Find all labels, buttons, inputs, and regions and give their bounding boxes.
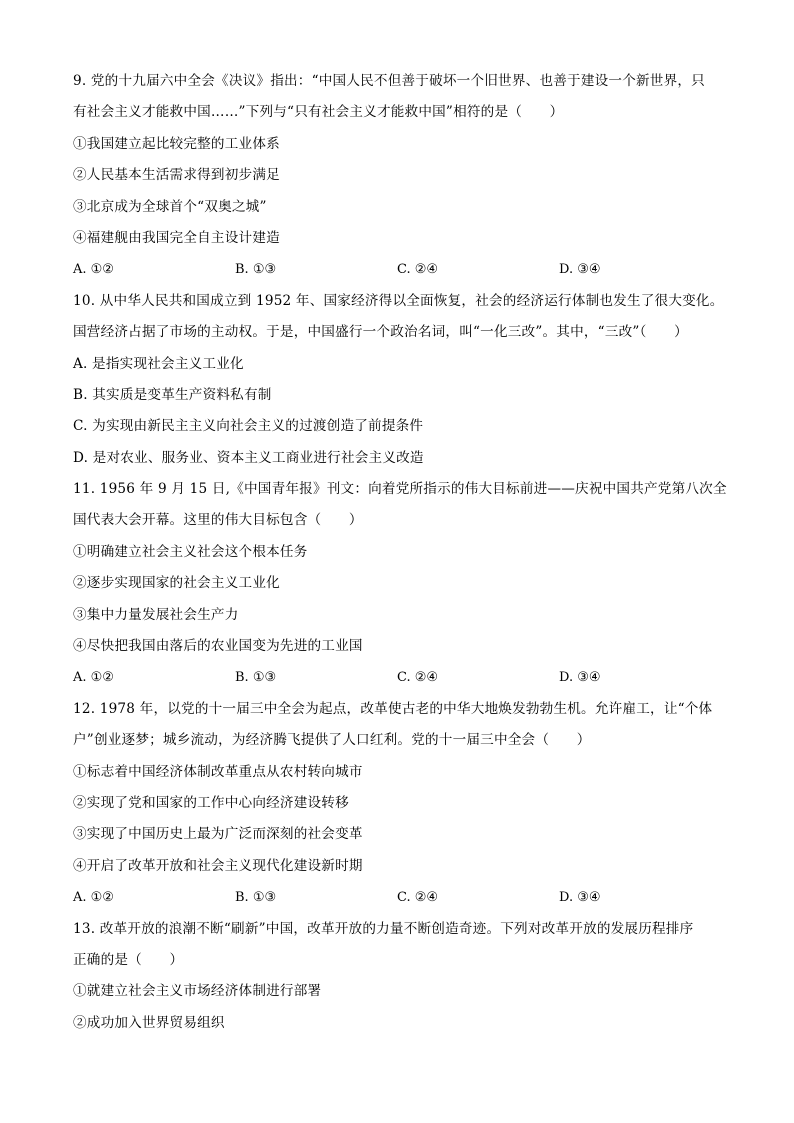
- statement-item: ③实现了中国历史上最为广泛而深刻的社会变革: [73, 826, 363, 843]
- statement-item: ②实现了党和国家的工作中心向经济建设转移: [73, 794, 349, 811]
- answer-options: [73, 882, 733, 913]
- option-a: A. ①②: [73, 670, 114, 686]
- answer-options: [73, 662, 733, 693]
- option-c: C. ②④: [397, 670, 439, 686]
- statement-item: ③集中力量发展社会生产力: [73, 606, 239, 623]
- option-c: C. ②④: [397, 890, 439, 906]
- question-stem-line: 正确的是（ ）: [73, 951, 184, 968]
- statement-item: ③北京成为全球首个“双奥之城”: [73, 198, 267, 215]
- option-a: A. 是指实现社会主义工业化: [73, 355, 244, 372]
- answer-options: [73, 254, 733, 285]
- option-d: D. ③④: [559, 262, 601, 278]
- statement-item: ①就建立社会主义市场经济体制进行部署: [73, 983, 322, 1000]
- question-stem-line: 11. 1956 年 9 月 15 日,《中国青年报》刊文：向着党所指示的伟大目标前进——庆祝中国共产党第八次全: [73, 481, 727, 498]
- question-10: [73, 286, 733, 474]
- option-b: B. 其实质是变革生产资料私有制: [73, 386, 272, 403]
- question-stem-line: 9. 党的十九届六中全会《决议》指出：“中国人民不但善于破坏一个旧世界、也善于建设一个新世界，只: [73, 73, 705, 89]
- statement-item: ④开启了改革开放和社会主义现代化建设新时期: [73, 857, 363, 874]
- statement-item: ②人民基本生活需求得到初步满足: [73, 167, 280, 184]
- question-9: [73, 66, 733, 286]
- question-13: [73, 914, 733, 1040]
- statement-item: ④福建舰由我国完全自主设计建造: [73, 229, 280, 246]
- question-11: [73, 474, 733, 694]
- question-12: [73, 694, 733, 914]
- option-b: B. ①③: [235, 262, 277, 278]
- question-stem-line: 10. 从中华人民共和国成立到 1952 年、国家经济得以全面恢复，社会的经济运行体制也发生了很大变化。: [73, 292, 724, 309]
- option-a: A. ①②: [73, 890, 114, 906]
- option-b: B. ①③: [235, 670, 277, 686]
- option-c: C. 为实现由新民主主义向社会主义的过渡创造了前提条件: [73, 418, 424, 435]
- statement-item: ②成功加入世界贸易组织: [73, 1014, 225, 1031]
- option-c: C. ②④: [397, 262, 439, 278]
- statement-item: ②逐步实现国家的社会主义工业化: [73, 575, 280, 592]
- question-stem-line: 户”创业逐梦；城乡流动，为经济腾飞提供了人口红利。党的十一届三中全会（ ）: [73, 732, 591, 749]
- question-stem-line: 13. 改革开放的浪潮不断“刷新”中国，改革开放的力量不断创造奇迹。下列对改革开放的发展历程排序: [73, 920, 694, 937]
- question-stem-line: 国代表大会开幕。这里的伟大目标包含（ ）: [73, 512, 363, 529]
- question-stem-line: 12. 1978 年，以党的十一届三中全会为起点，改革使古老的中华大地焕发勃勃生机。允许雇工，让“个体: [73, 700, 713, 717]
- question-stem-line: 有社会主义才能救中国……”下列与“只有社会主义才能救中国”相符的是（ ）: [73, 104, 564, 121]
- statement-item: ①我国建立起比较完整的工业体系: [73, 135, 280, 152]
- statement-item: ①明确建立社会主义社会这个根本任务: [73, 543, 308, 560]
- option-d: D. ③④: [559, 670, 601, 686]
- option-a: A. ①②: [73, 262, 114, 278]
- option-d: D. ③④: [559, 890, 601, 906]
- statement-item: ①标志着中国经济体制改革重点从农村转向城市: [73, 763, 363, 780]
- option-d: D. 是对农业、服务业、资本主义工商业进行社会主义改造: [73, 449, 424, 466]
- exam-page: [73, 66, 733, 1039]
- question-stem-line: 国营经济占据了市场的主动权。于是，中国盛行一个政治名词，叫“一化三改”。其中，“三改”（ ）: [73, 324, 688, 341]
- option-b: B. ①③: [235, 890, 277, 906]
- statement-item: ④尽快把我国由落后的农业国变为先进的工业国: [73, 638, 363, 655]
